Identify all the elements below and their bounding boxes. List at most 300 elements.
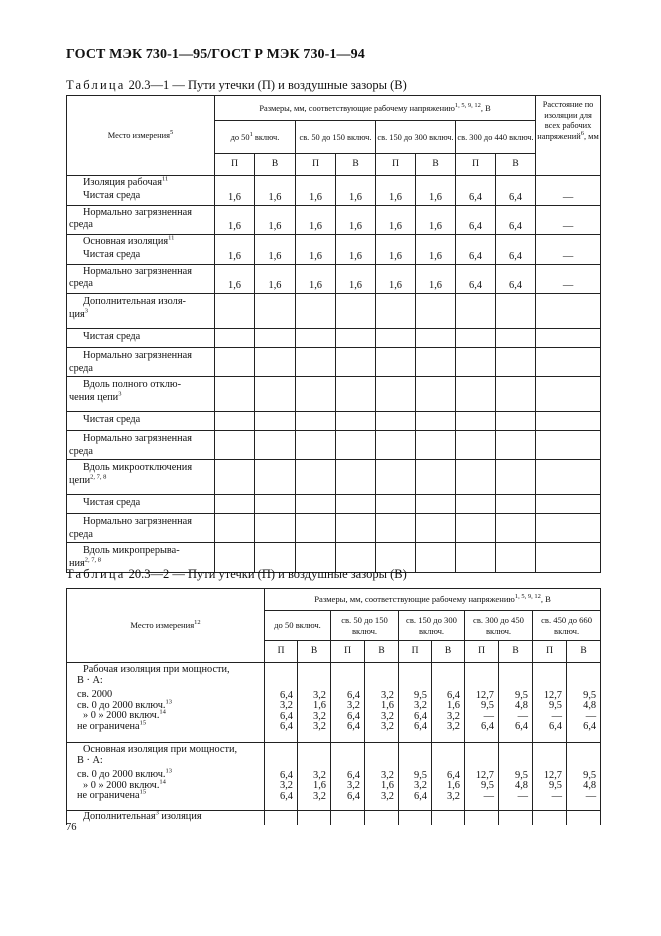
table1-row-label-line2: среда xyxy=(69,278,93,289)
table1-empty-row xyxy=(67,495,601,514)
table2-value-cell: 3,2 xyxy=(347,780,360,792)
table2-range-1: св. 50 до 150 включ. xyxy=(331,611,399,641)
table2-value-cell: 9,5 xyxy=(583,770,597,781)
table1-value-cell: 1,6 xyxy=(255,176,296,206)
table1-empty-cell xyxy=(255,431,296,460)
table1-range-text: св. 50 до 150 включ. xyxy=(299,132,372,142)
table1-value-cell: 1,6 xyxy=(416,235,456,265)
table1-value-cell: 1,6 xyxy=(416,176,456,206)
table1-value-cell: 1,6 xyxy=(296,235,336,265)
table2-value-cell: 3,2 xyxy=(447,710,460,722)
table2-value-cell: 6,4 xyxy=(280,690,293,701)
table1-empty-cell xyxy=(496,329,536,348)
table1-empty-cell xyxy=(536,412,601,431)
table1-row-label-sup: 3 xyxy=(118,390,122,398)
table1-row-label-line1: Вдоль микропрерыва- xyxy=(83,545,180,556)
table1-empty-cell xyxy=(376,294,416,329)
table2-empty-cell xyxy=(331,811,365,825)
table2-value-cell: 9,5 xyxy=(414,690,427,701)
table1-row-label-line1: Чистая среда xyxy=(83,414,141,425)
table2-value-cell: 3,2 xyxy=(447,790,460,802)
table2-value-cell: 9,5 xyxy=(515,770,528,781)
table2-value-cell: 3,2 xyxy=(313,790,326,802)
table1-value-cell: 1,6 xyxy=(296,264,336,294)
table1-empty-cell xyxy=(536,294,601,329)
table1-empty-cell xyxy=(215,460,255,495)
page-header-title: ГОСТ МЭК 730-1—95/ГОСТ Р МЭК 730-1—94 xyxy=(66,47,365,62)
table1-empty-cell xyxy=(496,431,536,460)
table1-value-cell: 6,4 xyxy=(456,205,496,235)
table1-value-cell: 1,6 xyxy=(215,264,255,294)
table2-value-column xyxy=(265,663,298,743)
table1-caption xyxy=(66,78,407,93)
table2-empty-cell xyxy=(298,811,331,825)
table2-value-cell: 6,4 xyxy=(447,770,460,781)
table2 xyxy=(66,588,601,825)
table1-empty-cell xyxy=(336,460,376,495)
table1-empty-cell xyxy=(255,460,296,495)
table1-value-cell: 1,6 xyxy=(336,235,376,265)
table2-value-cell: 9,5 xyxy=(414,770,427,781)
table1-value-cell: 1,6 xyxy=(215,235,255,265)
table2-value-cell: 6,4 xyxy=(549,720,562,732)
table2-value-cell: 9,5 xyxy=(481,700,494,712)
table1-empty-cell xyxy=(215,377,255,412)
table1-row-label-line2: цепи xyxy=(69,474,91,486)
table1-empty-cell xyxy=(496,294,536,329)
table2-power-line: не ограничена xyxy=(77,790,140,802)
table2-value-cell: 6,4 xyxy=(347,770,360,781)
table2-value-column xyxy=(533,743,567,811)
table1-value-cell: 6,4 xyxy=(456,264,496,294)
table2-v-header: В xyxy=(499,641,533,663)
table2-value-cell: 9,5 xyxy=(549,780,562,792)
table2-power-line: » 0 » 2000 включ. xyxy=(83,710,160,722)
table1-value-cell: 1,6 xyxy=(296,205,336,235)
table1-empty-cell xyxy=(536,495,601,514)
table1-row-label-line1: Нормально загрязненная xyxy=(83,516,192,527)
table2-value-cell: 6,4 xyxy=(414,790,427,802)
table2-value-column xyxy=(298,743,331,811)
table2-group-label xyxy=(67,663,265,743)
table1-value-cell: 1,6 xyxy=(416,264,456,294)
table2-group-title: Основная изоляция при мощности, xyxy=(83,744,238,755)
table2-value-cell: 3,2 xyxy=(313,690,326,701)
table2-value-cell: 3,2 xyxy=(313,770,326,781)
table2-value-cell: — xyxy=(585,790,597,802)
table1-empty-row xyxy=(67,377,601,412)
table2-power-line: св. 2000 xyxy=(77,689,113,701)
table2-value-cell: 6,4 xyxy=(347,720,360,732)
table2-group-group3 xyxy=(67,811,601,825)
table1-empty-cell xyxy=(456,294,496,329)
table2-value-cell: — xyxy=(517,790,528,802)
table1-empty-cell xyxy=(536,460,601,495)
table1-empty-cell xyxy=(496,514,536,543)
table2-value-cell: 3,2 xyxy=(381,770,394,781)
table1-empty-cell xyxy=(296,495,336,514)
table1-empty-cell xyxy=(536,431,601,460)
table1-empty-cell xyxy=(456,377,496,412)
table2-value-column xyxy=(265,743,298,811)
table1-empty-cell xyxy=(496,460,536,495)
table1-row-label-line2: Чистая среда xyxy=(83,189,141,201)
table1-row-label-line1: Основная изоляция xyxy=(83,236,169,247)
table1-empty-cell xyxy=(536,377,601,412)
table2-caption xyxy=(66,567,407,582)
table1-value-cell: 1,6 xyxy=(255,205,296,235)
table1-empty-cell xyxy=(215,514,255,543)
table1-row-label-sup: 3 xyxy=(84,307,89,315)
table1-p-header: П xyxy=(456,154,496,176)
table1-row xyxy=(67,205,601,235)
table1-value-cell: 6,4 xyxy=(456,235,496,265)
table2-value-cell: — xyxy=(483,790,494,802)
table2-empty-cell xyxy=(567,811,601,825)
table2-empty-cell xyxy=(432,811,465,825)
table1-value-cell: 6,4 xyxy=(496,235,536,265)
table1-empty-cell xyxy=(456,460,496,495)
table2-value-cell: 12,7 xyxy=(543,690,562,701)
table1-row-label xyxy=(67,235,215,265)
table1-value-cell: 1,6 xyxy=(215,176,255,206)
table1-value-cell: 6,4 xyxy=(456,176,496,206)
table1-row-label-line2: Чистая среда xyxy=(83,248,141,260)
table2-p-header: П xyxy=(465,641,499,663)
table2-power-sup: 15 xyxy=(139,719,147,727)
table1-empty-cell xyxy=(255,348,296,377)
table2-value-cell: 6,4 xyxy=(447,690,460,701)
table1-empty-cell xyxy=(456,329,496,348)
table1-empty-cell xyxy=(255,412,296,431)
table2-value-column xyxy=(567,743,601,811)
table2-value-cell: 12,7 xyxy=(543,770,562,781)
table1-row-label xyxy=(67,514,215,543)
table2-value-cell: 9,5 xyxy=(549,700,562,712)
table2-value-column xyxy=(499,663,533,743)
table2-value-column xyxy=(567,663,601,743)
table2-value-cell: — xyxy=(483,710,494,722)
table1-empty-cell xyxy=(296,377,336,412)
table2-value-cell: 9,5 xyxy=(515,690,528,701)
table1-empty-cell xyxy=(536,329,601,348)
table2-value-cell: 1,6 xyxy=(447,780,460,792)
table1-value-cell: 1,6 xyxy=(255,235,296,265)
table2-value-cell: — xyxy=(551,710,562,722)
table2-value-column xyxy=(432,663,465,743)
table1-value-cell: 1,6 xyxy=(215,205,255,235)
table1-empty-cell xyxy=(255,329,296,348)
table1-empty-cell xyxy=(336,431,376,460)
table2-value-cell: 6,4 xyxy=(515,720,528,732)
table2-value-column xyxy=(465,743,499,811)
table1-empty-cell xyxy=(296,514,336,543)
table1-row-label-line1: Вдоль полного отклю- xyxy=(83,379,182,390)
table1-empty-cell xyxy=(296,348,336,377)
table1-row-label-line1: Нормально загрязненная xyxy=(83,206,192,218)
table1-value-cell: 1,6 xyxy=(255,264,296,294)
table1-empty-cell xyxy=(376,412,416,431)
table1-empty-cell xyxy=(416,543,456,573)
table2-value-cell: 3,2 xyxy=(447,720,460,732)
table2-value-cell: 4,8 xyxy=(583,780,597,792)
table1-range-text: св. 150 до 300 включ. xyxy=(377,132,454,142)
table1-p-header: П xyxy=(215,154,255,176)
table2-value-cell: 4,8 xyxy=(515,780,528,792)
table1-row-label xyxy=(67,348,215,377)
table1-row-label-line1: Нормально загрязненная xyxy=(83,433,192,444)
table1-value-cell: 1,6 xyxy=(336,176,376,206)
table1-empty-cell xyxy=(296,329,336,348)
table1-empty-cell xyxy=(496,348,536,377)
table1-empty-cell xyxy=(456,543,496,573)
table2-group-group2 xyxy=(67,743,601,811)
table2-group-group1 xyxy=(67,663,601,743)
table1-value-cell: 1,6 xyxy=(376,176,416,206)
table1-empty-cell xyxy=(496,377,536,412)
table1-empty-cell xyxy=(416,412,456,431)
table1-row-label-line2: среда xyxy=(69,445,93,457)
table1-empty-cell xyxy=(456,431,496,460)
table1-range-text: св. 300 до 440 включ. xyxy=(457,132,534,142)
table2-value-cell: — xyxy=(517,710,528,722)
table1-row-label xyxy=(67,460,215,495)
table1-v-header: В xyxy=(336,154,376,176)
table2-power-sup: 14 xyxy=(159,778,166,786)
table1-v-header: В xyxy=(416,154,456,176)
table2-value-cell: 3,2 xyxy=(313,710,326,722)
table2-value-column xyxy=(298,663,331,743)
table2-p-header: П xyxy=(331,641,365,663)
table1-empty-cell xyxy=(215,294,255,329)
table1-value-cell: 1,6 xyxy=(376,205,416,235)
table1-caption-prefix: Таблица xyxy=(66,78,126,92)
table1-row-label-line2: среда xyxy=(69,528,93,540)
table2-v-header: В xyxy=(432,641,465,663)
table1-empty-cell xyxy=(496,495,536,514)
table2-value-cell: 6,4 xyxy=(280,770,293,781)
table1-empty-cell xyxy=(416,348,456,377)
table2-value-column xyxy=(432,743,465,811)
table1-row-label xyxy=(67,329,215,348)
table1-head-sizes: Размеры, мм, соответствующие рабочему напряжению$^{1, 5, 9, 12}$, В xyxy=(215,96,536,121)
table2-value-cell: 6,4 xyxy=(583,720,597,732)
table1-empty-cell xyxy=(336,294,376,329)
table2-value-cell: 3,2 xyxy=(280,700,293,712)
table2-value-column xyxy=(365,743,399,811)
table1-empty-cell xyxy=(255,294,296,329)
table1-empty-cell xyxy=(336,412,376,431)
table1-empty-cell xyxy=(416,294,456,329)
table1-value-cell: 6,4 xyxy=(496,205,536,235)
table2-value-cell: 1,6 xyxy=(381,780,394,792)
table2-power-sup: 13 xyxy=(165,767,172,775)
table2-value-cell: 12,7 xyxy=(475,770,494,781)
table1-row-label xyxy=(67,431,215,460)
table1-row-label-line2: чения цепи xyxy=(69,391,119,403)
table1-row-label xyxy=(67,264,215,294)
table1-empty-cell xyxy=(456,412,496,431)
table1-row-label-line1: Изоляция рабочая xyxy=(83,177,162,188)
table2-value-column xyxy=(331,663,365,743)
table1-v-header: В xyxy=(496,154,536,176)
table1-empty-cell xyxy=(536,543,601,573)
table1-row-label xyxy=(67,495,215,514)
table1-v-header: В xyxy=(255,154,296,176)
table1-value-cell: 1,6 xyxy=(416,205,456,235)
table2-caption-prefix: Таблица xyxy=(66,567,126,581)
table1-value-cell: 6,4 xyxy=(496,264,536,294)
table2-value-cell: 1,6 xyxy=(381,700,394,712)
table2-value-column xyxy=(499,743,533,811)
table2-range-3: св. 300 до 450 включ. xyxy=(465,611,533,641)
table2-power-sup: 14 xyxy=(159,708,166,716)
table1-empty-cell xyxy=(255,377,296,412)
table2-range-4: св. 450 до 660 включ. xyxy=(533,611,601,641)
table1-empty-cell xyxy=(215,431,255,460)
table1-value-cell: 1,6 xyxy=(296,176,336,206)
table1-empty-cell xyxy=(376,514,416,543)
table2-value-cell: — xyxy=(551,790,562,802)
table2-value-cell: 3,2 xyxy=(313,720,326,732)
table1-head-distance: Расстояние по изоляции для всех рабочих напряжений$^6$, мм xyxy=(536,96,601,176)
table2-value-cell: 1,6 xyxy=(313,780,326,792)
table1-row-label-sup: 11 xyxy=(162,175,169,183)
table1-empty-cell xyxy=(255,514,296,543)
table2-value-cell: 3,2 xyxy=(347,700,360,712)
table1-row-label-line1: Нормально загрязненная xyxy=(83,350,192,361)
table2-empty-cell xyxy=(265,811,298,825)
table1-empty-cell xyxy=(416,514,456,543)
page-number: 76 xyxy=(66,822,77,833)
table2-range-2: св. 150 до 300 включ. xyxy=(399,611,465,641)
table2-power-line: св. 0 до 2000 включ. xyxy=(77,769,166,781)
table2-value-cell: 9,5 xyxy=(583,690,597,701)
table1-row-label-line2: среда xyxy=(69,219,93,230)
table1-empty-cell xyxy=(296,460,336,495)
table1-empty-cell xyxy=(416,377,456,412)
table1-value-cell: 6,4 xyxy=(496,176,536,206)
table2-value-cell: 6,4 xyxy=(280,710,293,722)
table1-empty-cell xyxy=(296,294,336,329)
table2-value-cell: 6,4 xyxy=(414,720,427,732)
table1-range-1 xyxy=(296,121,376,154)
table1-row xyxy=(67,176,601,206)
table1-value-cell: 1,6 xyxy=(376,264,416,294)
table2-empty-cell xyxy=(533,811,567,825)
table1-row-label xyxy=(67,294,215,329)
table1-empty-cell xyxy=(416,495,456,514)
table1-distance-cell: — xyxy=(536,235,601,265)
table2-group-unit: В · А: xyxy=(77,674,103,686)
table1-empty-row xyxy=(67,294,601,329)
table1-empty-cell xyxy=(215,412,255,431)
table1-empty-cell xyxy=(496,543,536,573)
table1-empty-cell xyxy=(296,412,336,431)
table2-value-cell: 3,2 xyxy=(280,780,293,792)
table1-empty-cell xyxy=(376,348,416,377)
table1-row-label-line1: Чистая среда xyxy=(83,497,141,508)
table2-value-cell: 6,4 xyxy=(481,720,494,732)
table2-value-cell: 6,4 xyxy=(347,790,360,802)
table2-value-column xyxy=(465,663,499,743)
table2-head-sizes: Размеры, мм, соответствующие рабочему напряжению$^{1, 5, 9, 12}$, В xyxy=(265,589,601,611)
table2-value-cell: 6,4 xyxy=(347,690,360,701)
table1-empty-cell xyxy=(376,329,416,348)
table2-value-cell: 4,8 xyxy=(515,700,528,712)
table2-p-header: П xyxy=(399,641,432,663)
table1-row-label-line2: ция xyxy=(69,308,85,320)
table2-value-cell: 1,6 xyxy=(447,700,460,712)
table2-group3-sup: 3 xyxy=(155,809,159,817)
table1-distance-cell: — xyxy=(536,205,601,235)
table2-value-cell: — xyxy=(585,710,597,722)
table1-distance-cell: — xyxy=(536,176,601,206)
table2-value-cell: 3,2 xyxy=(381,710,394,722)
table1-empty-cell xyxy=(456,348,496,377)
table2-value-column xyxy=(533,663,567,743)
table1-empty-cell xyxy=(536,348,601,377)
table2-empty-cell xyxy=(499,811,533,825)
table2-empty-cell xyxy=(465,811,499,825)
table2-value-column xyxy=(331,743,365,811)
table1-row-label xyxy=(67,412,215,431)
table1-value-cell: 1,6 xyxy=(336,205,376,235)
table1-row-label-sup: 2, 7, 8 xyxy=(84,556,102,564)
table2-value-cell: 3,2 xyxy=(381,690,394,701)
table1-empty-cell xyxy=(215,495,255,514)
table1-head-place: Место измерения$^5$ xyxy=(67,96,215,176)
table1-value-cell: 1,6 xyxy=(376,235,416,265)
table2-v-header: В xyxy=(567,641,601,663)
table1-range-2 xyxy=(376,121,456,154)
table1-empty-cell xyxy=(416,460,456,495)
table1-empty-cell xyxy=(376,460,416,495)
table1-empty-cell xyxy=(215,348,255,377)
table1-empty-cell xyxy=(336,329,376,348)
table2-empty-cell xyxy=(399,811,432,825)
table1-empty-cell xyxy=(416,431,456,460)
table1-row-label-line2: ния xyxy=(69,557,85,569)
table2-group3-tail: изоляция xyxy=(158,811,202,822)
table1-empty-cell xyxy=(456,495,496,514)
table1-empty-cell xyxy=(336,377,376,412)
table2-group-label xyxy=(67,743,265,811)
table2-value-cell: 3,2 xyxy=(381,790,394,802)
table1-empty-row xyxy=(67,460,601,495)
table1-caption-text: 20.3—1 — Пути утечки (П) и воздушные зазоры (В) xyxy=(128,78,407,92)
table2-value-cell: 6,4 xyxy=(280,720,293,732)
table2-value-cell: 12,7 xyxy=(475,690,494,701)
table1-range-tail: включ. xyxy=(252,132,280,142)
table2-group3-title: Дополнительная xyxy=(83,811,156,822)
table1-empty-row xyxy=(67,412,601,431)
table1-empty-cell xyxy=(336,348,376,377)
table1-row xyxy=(67,264,601,294)
table1-empty-cell xyxy=(496,412,536,431)
table2-value-cell: 1,6 xyxy=(313,700,326,712)
table1-row-label-line2: среда xyxy=(69,362,93,374)
table1-range-0 xyxy=(215,121,296,154)
table1-empty-row xyxy=(67,514,601,543)
table2-group-title: Рабочая изоляция при мощности, xyxy=(83,664,230,675)
table2-value-column xyxy=(399,663,432,743)
table1-range-sup: 1 xyxy=(249,130,253,138)
table1-empty-cell xyxy=(416,329,456,348)
table1 xyxy=(66,95,601,573)
table2-power-line: не ограничена xyxy=(77,720,140,732)
table2-empty-cell xyxy=(365,811,399,825)
